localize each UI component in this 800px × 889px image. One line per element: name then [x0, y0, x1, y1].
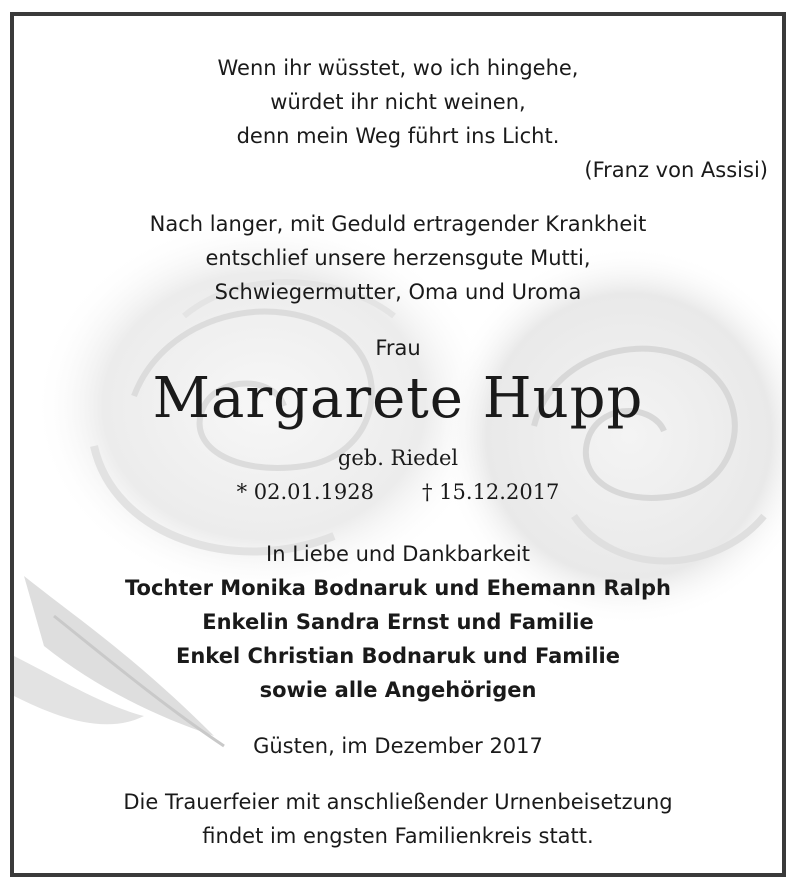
maiden-name: geb. Riedel	[337, 446, 459, 470]
obituary-content	[14, 16, 782, 873]
intro-line-1: Nach langer, mit Geduld ertragender Krankheit	[149, 212, 647, 236]
death-date: † 15.12.2017	[422, 480, 560, 504]
mourners-heading: In Liebe und Dankbarkeit	[266, 542, 530, 566]
intro-line-2: entschlief unsere herzensgute Mutti,	[205, 246, 591, 270]
mourner-line-3: Enkel Christian Bodnaruk und Familie	[176, 644, 620, 668]
salutation: Frau	[375, 336, 421, 360]
deceased-name: Margarete Hupp	[152, 366, 644, 431]
intro-line-3: Schwiegermutter, Oma und Uroma	[214, 280, 582, 304]
life-dates	[14, 478, 782, 506]
funeral-note-line-1: Die Trauerfeier mit anschließender Urnenbeisetzung	[123, 790, 673, 814]
quote-line-3: denn mein Weg führt ins Licht.	[236, 124, 560, 148]
quote-line-2: würdet ihr nicht weinen,	[270, 90, 526, 114]
funeral-note-line-2: findet im engsten Familienkreis statt.	[202, 824, 594, 848]
birth-date: * 02.01.1928	[236, 480, 374, 504]
quote-line-1: Wenn ihr wüsstet, wo ich hingehe,	[217, 56, 579, 80]
quote-author: (Franz von Assisi)	[584, 158, 768, 182]
mourner-line-2: Enkelin Sandra Ernst und Familie	[202, 610, 594, 634]
mourner-line-4: sowie alle Angehörigen	[259, 678, 537, 702]
place-date: Güsten, im Dezember 2017	[253, 734, 543, 758]
mourner-line-1: Tochter Monika Bodnaruk und Ehemann Ralph	[125, 576, 671, 600]
obituary-frame	[10, 12, 786, 877]
